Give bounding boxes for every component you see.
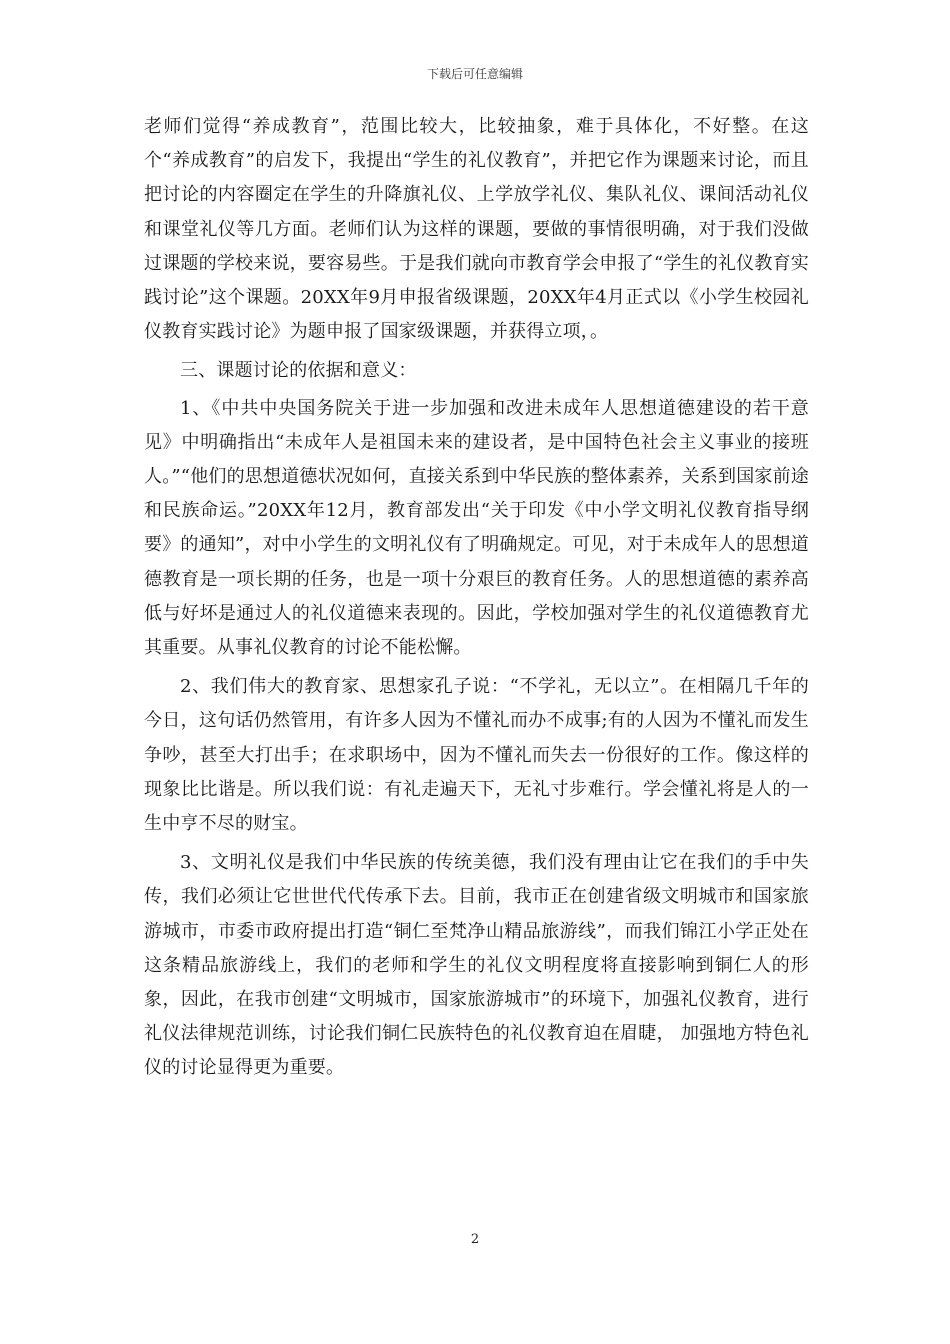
paragraph-point-1: 1、《中共中央国务院关于进一步加强和改进未成年人思想道德建设的若干意见》中明确指出“未成年人是祖国未来的建设者，是中国特色社会主义事业的接班人。”“他们的思想道德状况如何，直接关系到中华民族的整体素养，关系到国家前途和民族命运。”20XX年12月，教育部发出“关于印发《中小学文明礼仪教育指导纲要》的通知”，对中小学生的文明礼仪有了明确规定。可见，对于未成年人的思想道德教育是一项长期的任务，也是一项十分艰巨的教育任务。人的思想道德的素养高低与好坏是通过人的礼仪道德来表现的。因此，学校加强对学生的礼仪道德教育尤其重要。从事礼仪教育的讨论不能松懈。 (144, 397, 810, 659)
document-body (144, 110, 809, 1086)
page-number: 2 (470, 1232, 480, 1247)
paragraph-intro-continued: 老师们觉得“养成教育”，范围比较大，比较抽象，难于具体化，不好整。在这个“养成教育”的启发下，我提出“学生的礼仪教育”，并把它作为课题来讨论，而且把讨论的内容圈定在学生的升降旗礼仪、上学放学礼仪、集队礼仪、课间活动礼仪和课堂礼仪等几方面。老师们认为这样的课题，要做的事情很明确，对于我们没做过课题的学校来说，要容易些。于是我们就向市教育学会申报了“学生的礼仪教育实践讨论”这个课题。20XX年9月申报省级课题，20XX年4月正式以《小学生校园礼仪教育实践讨论》为题申报了国家级课题，并获得立项，。 (144, 116, 809, 343)
section-heading: 三、课题讨论的依据和意义： (180, 360, 417, 382)
paragraph-point-3: 3、文明礼仪是我们中华民族的传统美德，我们没有理由让它在我们的手中失传，我们必须让它世世代代传承下去。目前，我市正在创建省级文明城市和国家旅游城市，市委市政府提出打造“铜仁至梵净山精品旅游线”，而我们锦江小学正处在这条精品旅游线上，我们的老师和学生的礼仪文明程度将直接影响到铜仁人的形象，因此，在我市创建“文明城市，国家旅游城市”的环境下，加强礼仪教育，进行礼仪法律规范训练，讨论我们铜仁民族特色的礼仪教育迫在眉睫， 加强地方特色礼仪的讨论显得更为重要。 (144, 852, 809, 1079)
paragraph-point-2: 2、我们伟大的教育家、思想家孔子说：“不学礼，无以立”。在相隔几千年的今日，这句话仍然管用，有许多人因为不懂礼而办不成事;有的人因为不懂礼而发生争吵，甚至大打出手；在求职场中，因为不懂礼而失去一份很好的工作。像这样的现象比比谐是。所以我们说：有礼走遍天下，无礼寸步难行。学会懂礼将是人的一生中亨不尽的财宝。 (144, 676, 809, 835)
page-header: 下载后可任意编辑 (426, 67, 523, 81)
